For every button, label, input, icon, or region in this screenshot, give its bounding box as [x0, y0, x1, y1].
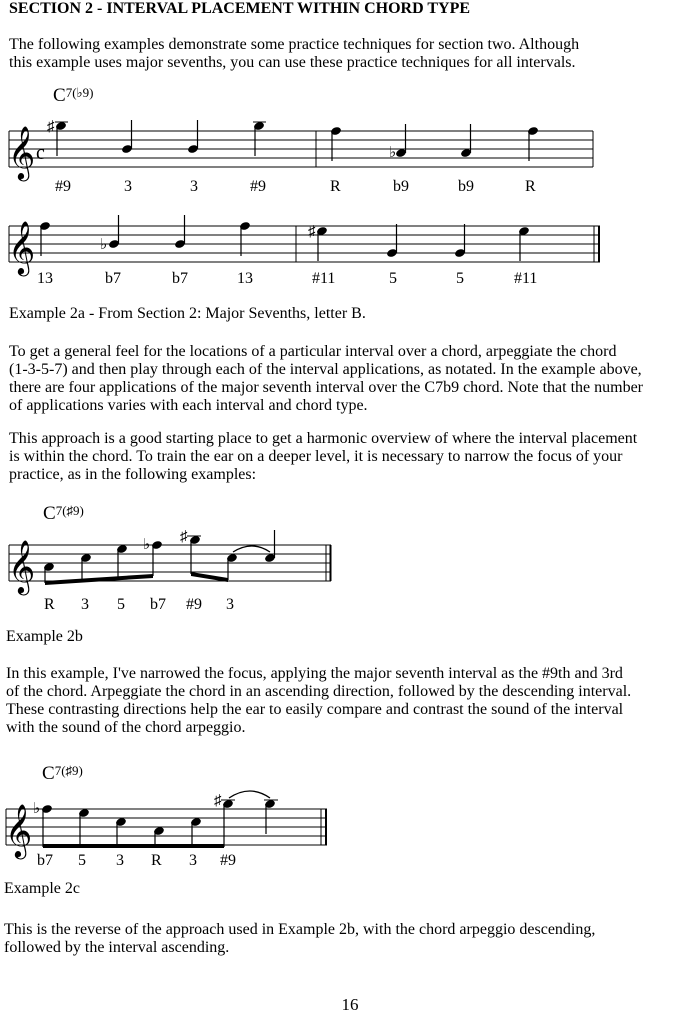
interval-label: 3: [226, 596, 234, 613]
paragraph-line: practice, as in the following examples:: [9, 466, 257, 483]
paragraph-line: This is the reverse of the approach used in Example 2b, with the chord arpeggio descending,: [4, 921, 596, 938]
section-title: SECTION 2 - INTERVAL PLACEMENT WITHIN CHORD TYPE: [9, 0, 471, 17]
interval-label: #9: [55, 178, 71, 195]
interval-label: R: [330, 178, 341, 195]
chord-root: C: [43, 503, 56, 524]
interval-label: #9: [250, 178, 266, 195]
interval-label: 5: [389, 270, 397, 287]
paragraph-line: with the sound of the chord arpeggio.: [6, 719, 246, 736]
interval-label: #9: [220, 852, 236, 869]
flat-icon: ♭: [33, 801, 41, 817]
paragraph-line: is within the chord. To train the ear on a deeper level, it is necessary to narrow the focus of your: [9, 448, 623, 465]
chord-extension: 7(♯9): [55, 503, 84, 518]
interval-label: R: [151, 852, 162, 869]
treble-clef-icon: 𝄞: [8, 125, 36, 179]
sharp-icon: ♯: [214, 793, 222, 809]
common-time-icon: c: [36, 142, 45, 164]
chord-extension: 7(♯9): [54, 763, 83, 778]
treble-clef-icon: 𝄞: [8, 220, 36, 274]
tie: [229, 791, 270, 798]
treble-clef-icon: 𝄞: [8, 539, 36, 593]
page-number: 16: [341, 995, 359, 1014]
interval-label: b9: [393, 178, 409, 195]
interval-label: 3: [116, 852, 124, 869]
interval-label: #11: [312, 270, 336, 287]
interval-label: 5: [78, 852, 86, 869]
interval-label: #11: [514, 270, 538, 287]
interval-label: 3: [190, 178, 198, 195]
interval-label: b7: [172, 270, 188, 287]
flat-icon: ♭: [100, 237, 108, 253]
flat-icon: ♭: [143, 537, 151, 553]
interval-label: R: [525, 178, 536, 195]
sharp-icon: ♯: [308, 224, 316, 240]
paragraph-line: (1-3-5-7) and then play through each of the interval applications, as notated. In the example above,: [9, 361, 642, 378]
interval-label: #9: [186, 596, 202, 613]
intro-line: this example uses major sevenths, you can use these practice techniques for all intervals.: [9, 54, 576, 71]
chord-root: C: [42, 763, 55, 784]
interval-label: 3: [81, 596, 89, 613]
chord-extension: 7(♭9): [65, 85, 94, 100]
paragraph-line: To get a general feel for the locations of a particular interval over a chord, arpeggiate the chord: [9, 343, 617, 360]
interval-label: b9: [458, 178, 474, 195]
example-2b-caption: Example 2b: [6, 628, 83, 645]
intro-line: The following examples demonstrate some practice techniques for section two. Although: [9, 36, 580, 53]
interval-label: 13: [37, 270, 53, 287]
paragraph-line: of applications varies with each interval and chord type.: [9, 397, 368, 414]
interval-label: 5: [456, 270, 464, 287]
interval-label: 13: [237, 270, 253, 287]
interval-label: 5: [117, 596, 125, 613]
interval-label: b7: [37, 852, 53, 869]
interval-label: R: [44, 596, 55, 613]
paragraph-line: In this example, I've narrowed the focus, applying the major seventh interval as the #9th and 3rd: [6, 665, 623, 682]
paragraph-line: of the chord. Arpeggiate the chord in an ascending direction, followed by the descending interval.: [6, 683, 632, 700]
paragraph-line: These contrasting directions help the ear to easily compare and contrast the sound of the interval: [6, 701, 624, 718]
flat-icon: ♭: [389, 145, 397, 161]
paragraph-line: This approach is a good starting place to get a harmonic overview of where the interval placement: [9, 430, 638, 447]
example-2a-caption: Example 2a - From Section 2: Major Sevenths, letter B.: [9, 305, 366, 322]
sharp-icon: ♯: [47, 119, 55, 135]
treble-clef-icon: 𝄞: [5, 803, 33, 857]
interval-label: b7: [105, 270, 121, 287]
paragraph-line: followed by the interval ascending.: [4, 939, 230, 956]
paragraph-line: there are four applications of the major seventh interval over the C7b9 chord. Note that the number: [9, 379, 644, 396]
sharp-icon: ♯: [180, 529, 188, 545]
chord-root: C: [53, 85, 66, 106]
example-2c-caption: Example 2c: [4, 880, 80, 897]
paragraph-4: [4, 921, 595, 957]
interval-label: b7: [150, 596, 166, 613]
interval-label: 3: [124, 178, 132, 195]
interval-label: 3: [189, 852, 197, 869]
